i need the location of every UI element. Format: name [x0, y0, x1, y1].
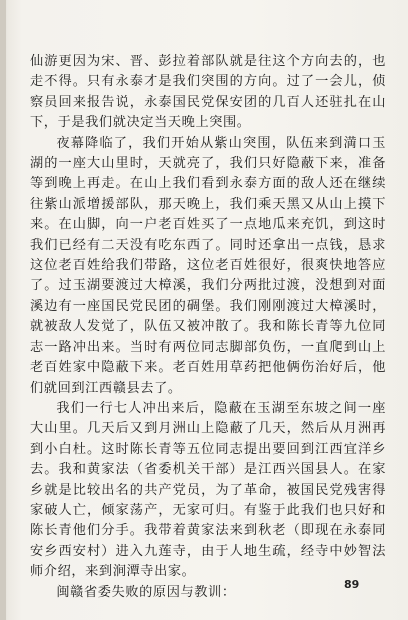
- body-text: [30, 52, 386, 603]
- paragraph-2: 夜幕降临了，我们开始从紫山突围，队伍来到満口玉湖的一座大山里时，天就亮了，我们只好隐蔽下来，准备等到晚上再走。在山上我们看到永泰方面的敌人还在继续往紫山派增援部队，那天晚上，我们乘天黑又从山上摸下来。在山脚，向一户老百姓买了一点地瓜来充饥，到这时我们已经有二天没有吃东西了。同时还拿出一点钱，恳求这位老百姓给我们带路，这位老百姓很好，很爽快地答应了。过玉湖要渡过大樟溪，我们分两批过渡，没想到对面溪边有一座国民党民团的碉堡。我们刚刚渡过大樟溪时，就被敌人发觉了，队伍又被冲散了。我和陈长青等九位同志一路冲出来。当时有两位同志脚部负伤，一直爬到山上老百姓家中隐蔽下来。老百姓用草药把他俩伤治好后，他们就回到江西赣县去了。: [30, 135, 386, 396]
- scan-shadow-edge: [0, 0, 6, 620]
- paragraph-4: 闽赣省委失败的原因与教训：: [56, 584, 236, 600]
- paragraph-1: 仙游更因为宋、晋、彭拉着部队就是往这个方向去的，也走不得。只有永泰才是我们突围的方向。过了一会儿，侦察员回来报告说，永泰国民党保安团的几百人还驻扎在山下，于是我们就决定当天晚上突围。: [30, 54, 386, 131]
- page-number: 89: [344, 578, 360, 591]
- paragraph-3: 我们一行七人冲出来后，隐蔽在玉湖至东坡之间一座大山里。几天后又到月洲山上隐蔽了几天，然后从月洲再到小白杜。这时陈长青等五位同志提出要回到江西宜洋乡去。我和黄家法（省委机关干部）是江西兴国县人。在家乡就是比较出名的共产党员，为了革命，被国民党残害得家破人亡，倾家荡产，无家可归。有鉴于此我们也只好和陈长青他们分手。我带着黄家法来到秋老（即现在永泰同安乡西安村）进入九莲寺，由于人地生疏，经寺中妙智法师介绍，来到涧潭寺出家。: [30, 400, 386, 580]
